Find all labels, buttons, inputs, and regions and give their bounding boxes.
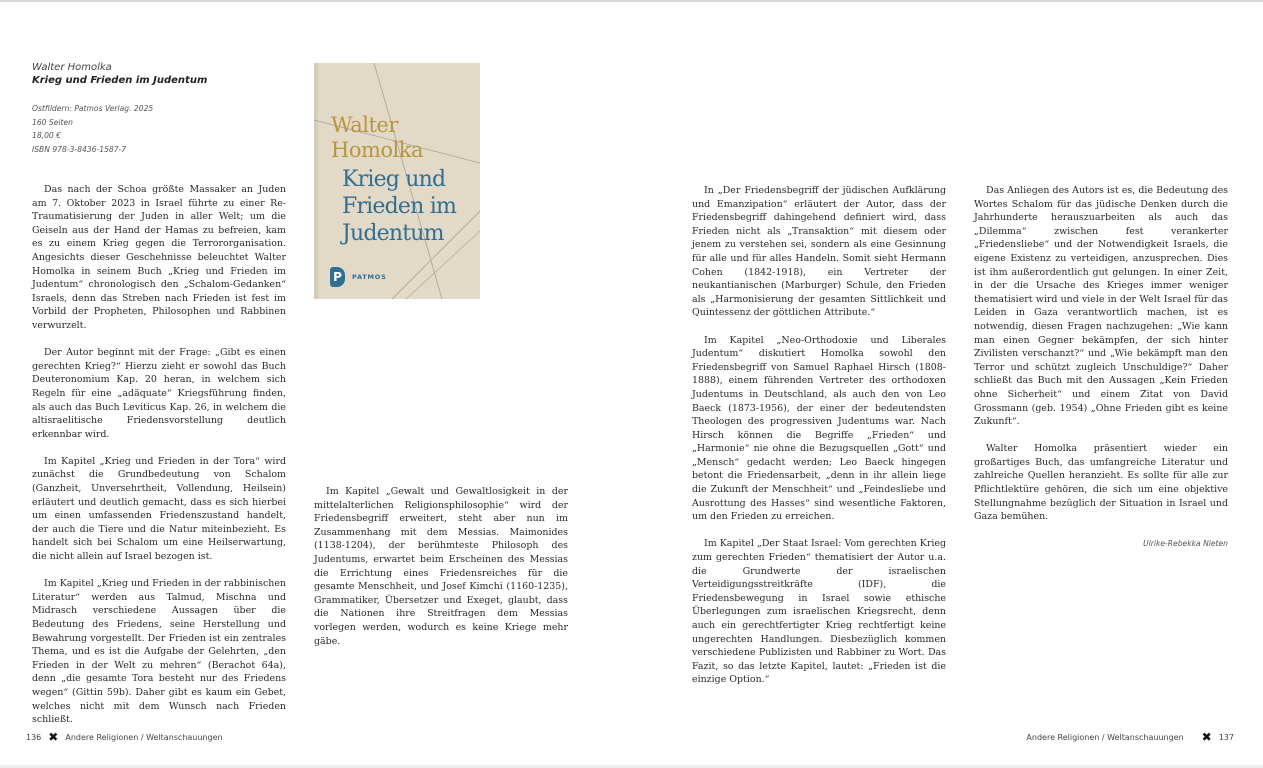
book-metadata [32,61,292,156]
paragraph: Das nach der Schoa größte Massaker an Juden am 7. Oktober 2023 in Israel führte zu einer Re-Traumatisierung der Juden in aller Welt; um die Geiseln aus der Hand der Hamas zu befreien, kam es zu einem Krieg gegen die Terrororganisation. Angesichts dieser Geschehnisse beleuchtet Walter Homolka in seinem Buch „Krieg und Frieden im Judentum“ chronologisch den „Schalom-Gedanken“ Israels, denn das Streben nach Frieden ist fest im Vorbild der Propheten, Philosophen und Rabbinen verwurzelt. [32,184,286,331]
footer-right [1026,730,1234,744]
cover-publisher: PATMOS [352,273,387,281]
book-publisher: Ostfildern: Patmos Verlag. 2025 [32,104,154,113]
page-number-left: 136 [26,732,42,742]
patmos-logo-icon: P [330,267,345,287]
book-isbn: ISBN 978-3-8436-1587-7 [32,144,127,154]
text-column-1 [32,183,286,740]
text-column-2 [314,485,568,662]
text-column-4 [974,184,1228,565]
paragraph: Im Kapitel „Neo-Orthodoxie und Liberales Judentum“ diskutiert Homolka sowohl den Friedensbegriff von Samuel Raphael Hirsch (1808-1888), einem führenden Vertreter des orthodoxen Judentums in Deutschland, als auch den von Leo Baeck (1873-1956), der einer der bedeutendsten Theologen des progressiven Judentums war. Nach Hirsch können die Begriffe „Frieden“ und „Harmonie“ nie ohne die Bezugsquellen „Gott“ und „Mensch“ gedacht werden; Leo Baeck hingegen betont die Friedensarbeit, „denn in ihr allein liege die Zukunft der Menschheit“ und „Feindesliebe und Ausrottung des Hasses“ sind wesentliche Faktoren, um den Frieden zu erreichen. [692,334,946,523]
cover-title-line: Krieg und [342,167,446,192]
paragraph: Im Kapitel „Krieg und Frieden in der Tora“ wird zunächst die Grundbedeutung von Schalom (Ganzheit, Unversehrtheit, Vollendung, Heilsein) erläutert und deutlich gemacht, dass es sich hierbei um einen umfassenden Friedenszustand handelt, der auch die Tiere und die Natur miteinbezieht. Es handelt sich bei Schalom um eine Heilserwartung, die nicht allein auf Israel bezogen ist. [32,455,286,563]
paragraph: In „Der Friedensbegriff der jüdischen Aufklärung und Emanzipation“ erläutert der Autor, dass der Friedensbegriff dahingehend definiert wird, dass Frieden nicht als „Transaktion“ mit diesem oder jenem zu verstehen sei, sondern als eine Gesinnung für alle und für alles Handeln. Somit sieht Hermann Cohen (1842-1918), ein Vertreter der neukantianischen (Marburger) Schule, den Frieden als „Harmonisierung der gesamten Sittlichkeit und Quintessenz der göttlichen Attribute.“ [692,185,946,319]
section-title-left: Andere Religionen / Weltanschauungen [65,732,223,742]
cross-icon: ✖ [1201,730,1212,744]
cover-author-line: Walter [331,113,398,137]
paragraph: Walter Homolka präsentiert wieder ein großartiges Buch, das umfangreiche Literatur und zahlreiche Quellen heranzieht. Es sollte für alle zur Pflichtlektüre gehören, die sich um eine objektive Stellungnahme bezüglich der Situation in Israel und Gaza bemühen. [974,443,1228,523]
section-title-right: Andere Religionen / Weltanschauungen [1026,732,1184,742]
cover-title [342,166,456,247]
paragraph: Im Kapitel „Der Staat Israel: Vom gerechten Krieg zum gerechten Frieden“ thematisiert der Autor u.a. die Grundwerte der israelischen Verteidigungsstreitkräfte (IDF), die Friedensbewegung in Israel sowie ethische Überlegungen zum israelischen Kriegsrecht, denn auch ein gerechtfertigter Krieg rechtfertigt keine ungerechten Handlungen. Diesbezüglich kommen verschiedene Publizisten und Rabbiner zu Wort. Das Fazit, so das letzte Kapitel, lautet: „Frieden ist die einzige Option.“ [692,538,946,686]
cover-author [331,113,423,163]
cover-title-line: Judentum [342,221,444,246]
text-column-3 [692,184,946,701]
book-author: Walter Homolka [32,62,112,73]
cover-title-line: Frieden im [342,194,456,219]
page-number-right: 137 [1218,732,1234,742]
top-border [0,0,1263,2]
book-price: 18,00 € [32,131,61,141]
book-title: Krieg und Frieden im Judentum [32,75,208,86]
paragraph: Im Kapitel „Gewalt und Gewaltlosigkeit in der mittelalterlichen Religionsphilosophie“ wird der Friedensbegriff erweitert, steht aber nun im Zusammenhang mit dem Messias. Maimonides (1138-1204), der berühmteste Philosoph des Judentums, erwartet beim Erscheinen des Messias die Errichtung eines Friedensreiches für die gesamte Menschheit, und Josef Kimchi (1160-1235), Grammatiker, Übersetzer und Exeget, glaubt, dass die Nationen ihre Streitfragen dem Messias vorlegen werden, wodurch es keine Kriege mehr gäbe. [314,486,568,647]
paragraph: Im Kapitel „Krieg und Frieden in der rabbinischen Literatur“ werden aus Talmud, Mischna und Midrasch verschiedene Aussagen über die Bedeutung des Friedens, seine Herstellung und Bewahrung vorgestellt. Der Frieden ist ein zentrales Thema, und es ist die Aufgabe der Gelehrten, „den Frieden in der Welt zu mehren“ (Berachot 64a), denn „die gesamte Tora besteht nur des Friedens wegen“ (Gittin 59b). Daher gibt es kaum ein Gebet, welches nicht mit dem Wunsch nach Frieden schließt. [32,578,286,726]
footer-left [26,730,223,744]
book-details [32,102,292,156]
book-cover [314,63,480,299]
book-pages: 160 Seiten [32,117,73,127]
cover-author-line: Homolka [331,138,423,162]
review-signature: Ulrike-Rebekka Nieten [1143,539,1228,549]
paragraph: Das Anliegen des Autors ist es, die Bedeutung des Wortes Schalom für das jüdische Denken durch die Jahrhunderte herauszuarbeiten als auch das „Dilemma“ zwischen fest verankerter „Friedensliebe“ und der Notwendigkeit Israels, die eigene Existenz zu verteidigen, anzusprechen. Dies ist ihm außerordentlich gut gelungen. In einer Zeit, in der die Ursache des Krieges immer weniger thematisiert wird und viele in der Welt Israel für das Leiden in Gaza verantwortlich machen, ist es notwendig, diesen Fragen nachzugehen: „Wie kann man einen Gegner bekämpfen, der sich hinter Zivilisten verschanzt?“ und „Wie bekämpft man den Terror und schützt zugleich Unschuldige?“ Daher schließt das Buch mit den Aussagen „Kein Frieden ohne Sicherheit“ und einem Zitat von David Grossmann (geb. 1954) „Ohne Frieden gibt es keine Zukunft“. [974,185,1228,428]
paragraph: Der Autor beginnt mit der Frage: „Gibt es einen gerechten Krieg?“ Hierzu zieht er sowohl das Buch Deuteronomium Kap. 20 heran, in welchem sich Regeln für eine „adäquate“ Kriegsführung finden, als auch das Buch Leviticus Kap. 26, in welchem die altisraelitische Friedensvorstellung deutlich erkennbar wird. [32,347,286,440]
cross-icon: ✖ [48,730,59,744]
